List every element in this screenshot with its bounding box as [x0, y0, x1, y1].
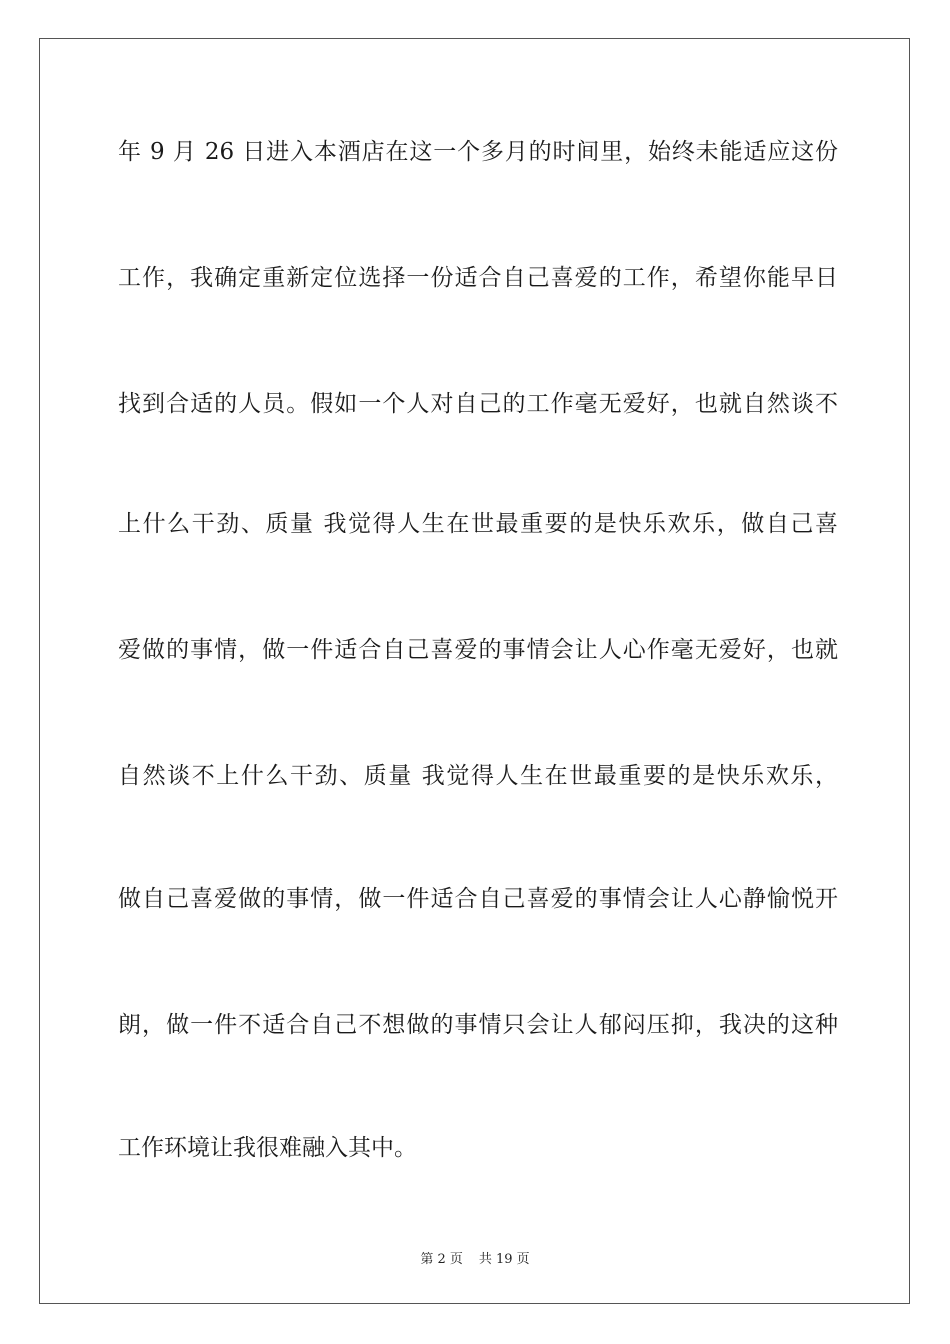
- page-total: 共 19 页: [478, 1252, 530, 1267]
- text-line-4: 上什么干劲、质量 我觉得人生在世最重要的是快乐欢乐，做自己喜: [118, 511, 838, 537]
- text-line-9: 工作环境让我很难融入其中。: [118, 1135, 417, 1161]
- text-line-1: 年 9 月 26 日进入本酒店在这一个多月的时间里，始终未能适应这份: [118, 139, 838, 165]
- text-line-5: 爱做的事情，做一件适合自己喜爱的事情会让人心作毫无爱好，也就: [118, 637, 838, 663]
- text-line-2: 工作，我确定重新定位选择一份适合自己喜爱的工作，希望你能早日: [118, 265, 838, 291]
- text-line-3: 找到合适的人员。假如一个人对自己的工作毫无爱好，也就自然谈不: [118, 391, 838, 417]
- text-line-6: 自然谈不上什么干劲、质量 我觉得人生在世最重要的是快乐欢乐，: [118, 763, 838, 789]
- page-border: [39, 38, 910, 1304]
- text-line-7: 做自己喜爱做的事情，做一件适合自己喜爱的事情会让人心静愉悦开: [118, 886, 838, 912]
- page-footer: [0, 1248, 950, 1267]
- text-line-8: 朗，做一件不适合自己不想做的事情只会让人郁闷压抑，我决的这种: [118, 1012, 838, 1038]
- page-number: 第 2 页: [420, 1252, 463, 1267]
